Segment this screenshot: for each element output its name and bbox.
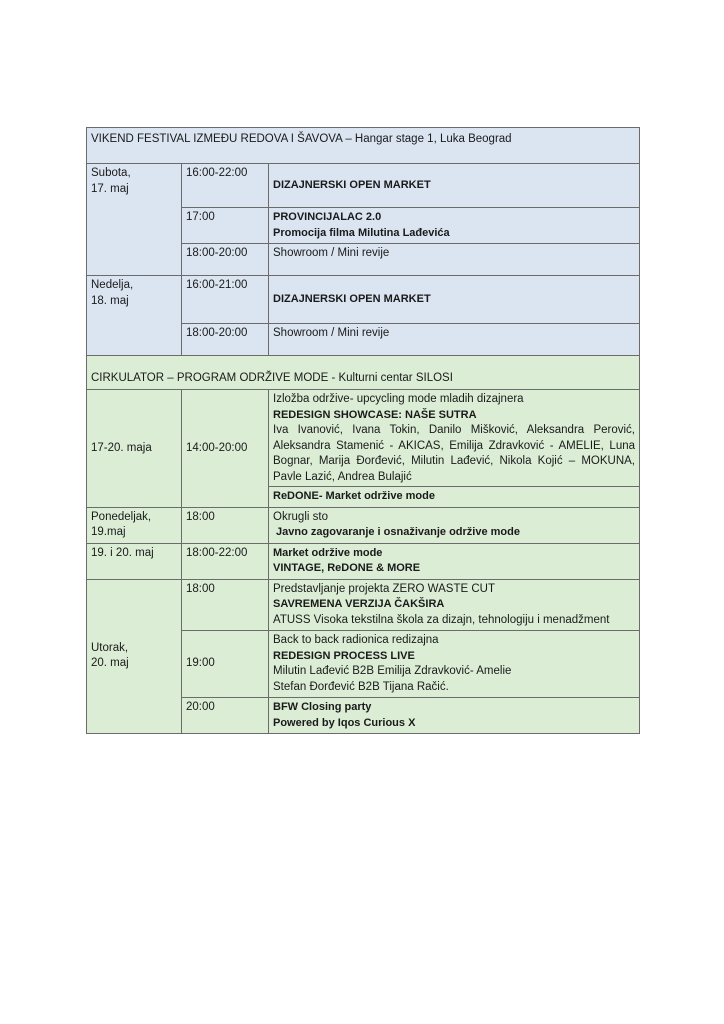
event-cell [269,507,640,543]
event-title: Showroom / Mini revije [273,247,390,259]
event-cell [269,244,640,276]
event-title: SAVREMENA VERZIJA ČAKŠIRA [273,598,445,610]
event-cell [269,631,640,698]
event-subtitle: VINTAGE, ReDONE & MORE [273,562,421,574]
time-cell: 18:00 [182,507,269,543]
event-title: Market održive mode [273,546,383,559]
event-subtitle: Promocija filma Milutina Lađevića [273,226,450,239]
time-cell: 16:00-21:00 [182,276,269,324]
event-intro: Back to back radionica redizajna [273,634,439,646]
time-cell: 19:00 [182,631,269,698]
day-cell [87,507,182,543]
day-cell: 19. i 20. maj [87,543,182,579]
event-title: REDESIGN PROCESS LIVE [273,649,415,662]
day-cell: 17-20. maja [87,390,182,508]
event-cell [269,276,640,324]
day-date: 19.maj [91,526,126,538]
event-title: DIZAJNERSKI OPEN MARKET [273,292,431,305]
event-cell [269,208,640,244]
event-title: ReDONE- Market održive mode [273,490,435,502]
time-cell: 18:00-22:00 [182,543,269,579]
event-detail: ATUSS Visoka tekstilna škola za dizajn, tehnologiju i menadžment [273,613,610,626]
event-designers: Iva Ivanović, Ivana Tokin, Danilo Mišković, Aleksandra Perović, Aleksandra Stamenić - AKICAS, Emilija Zdravković - AMELIE, Luna Bognar, Marija Đorđević, Milutin Lađević, Nikola Kojić – MOKUNA, Pavle Lazić, Andrea Bulajić [273,424,636,483]
day-label: Ponedeljak, [91,510,152,523]
event-intro: Predstavljanje projekta ZERO WASTE CUT [273,582,495,595]
time-cell: 17:00 [182,208,269,244]
schedule-table [86,127,640,734]
event-cell [269,390,640,487]
event-intro: Izložba održive- upcycling mode mladih dizajnera [273,393,524,405]
event-title: Javno zagovaranje i osnaživanje održive mode [273,526,520,538]
table-row [87,507,640,543]
table-row [87,276,640,324]
event-cell [269,487,640,508]
day-date: 20. maj [91,657,129,670]
time-cell: 18:00 [182,579,269,631]
event-title: PROVINCIJALAC 2.0 [273,211,382,223]
time-cell: 14:00-20:00 [182,390,269,508]
event-title: REDESIGN SHOWCASE: NAŠE SUTRA [273,408,477,421]
event-cell [269,579,640,631]
day-label: Utorak, [91,641,129,654]
time-cell: 18:00-20:00 [182,244,269,276]
event-cell [269,543,640,579]
day-label: Subota, [91,167,131,179]
table-row [87,543,640,579]
event-title: Showroom / Mini revije [273,327,390,339]
event-cell [269,164,640,208]
table-row [87,579,640,631]
event-cell [269,324,640,356]
event-detail: Stefan Đorđević B2B Tijana Račić. [273,680,449,693]
table-row [87,390,640,487]
time-cell: 16:00-22:00 [182,164,269,208]
section-title-cirkulator: CIRKULATOR – PROGRAM ODRŽIVE MODE - Kulturni centar SILOSI [87,356,640,390]
event-subtitle: Powered by Iqos Curious X [273,716,416,729]
section-header-row [87,356,640,390]
day-cell [87,276,182,356]
event-detail: Milutin Lađević B2B Emilija Zdravković- Amelie [273,665,512,677]
event-title: DIZAJNERSKI OPEN MARKET [273,178,431,191]
section-header-row [87,128,640,164]
section-title-vikend-festival: VIKEND FESTIVAL IZMEĐU REDOVA I ŠAVOVA – Hangar stage 1, Luka Beograd [87,128,640,164]
day-date: 17. maj [91,182,129,195]
day-cell [87,579,182,734]
time-cell: 20:00 [182,698,269,734]
day-label: Nedelja, [91,279,134,291]
day-cell [87,164,182,276]
event-cell [269,698,640,734]
time-cell: 18:00-20:00 [182,324,269,356]
event-intro: Okrugli sto [273,510,328,523]
event-title: BFW Closing party [273,701,372,713]
table-row [87,164,640,208]
day-date: 18. maj [91,294,129,307]
